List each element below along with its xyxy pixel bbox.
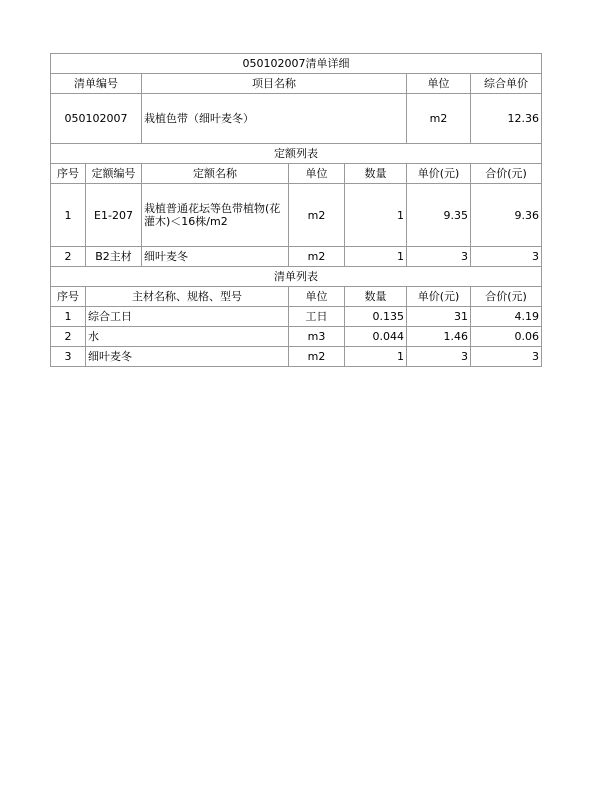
quota-unit: m2 [289,184,345,247]
quota-code: E1-207 [86,184,142,247]
sheet-title: 050102007清单详细 [51,54,542,74]
list-price: 1.46 [407,327,471,347]
list-header-row [51,287,542,307]
list-qty: 0.044 [345,327,407,347]
quota-total-header: 合价(元) [471,164,542,184]
list-row [51,347,542,367]
list-name: 细叶麦冬 [86,347,289,367]
list-seq-header: 序号 [51,287,86,307]
quota-section-row [51,144,542,164]
list-qty: 1 [345,347,407,367]
list-name-header: 主材名称、规格、型号 [86,287,289,307]
title-row [51,54,542,74]
quota-seq-header: 序号 [51,164,86,184]
list-qty-header: 数量 [345,287,407,307]
quota-code-header: 定额编号 [86,164,142,184]
quota-header-row [51,164,542,184]
quota-total: 9.36 [471,184,542,247]
quota-total: 3 [471,247,542,267]
quota-name: 栽植普通花坛等色带植物(花灌木)＜16株/m2 [142,184,289,247]
bill-code: 050102007 [51,94,142,144]
quota-row [51,184,542,247]
bill-header-row [51,74,542,94]
quota-qty-header: 数量 [345,164,407,184]
quota-seq: 1 [51,184,86,247]
list-unit: m2 [289,347,345,367]
list-name: 综合工日 [86,307,289,327]
quota-price: 3 [407,247,471,267]
list-unit-header: 单位 [289,287,345,307]
quota-price: 9.35 [407,184,471,247]
list-section-title: 清单列表 [51,267,542,287]
list-row [51,327,542,347]
bill-code-header: 清单编号 [51,74,142,94]
list-total-header: 合价(元) [471,287,542,307]
quota-seq: 2 [51,247,86,267]
list-section-row [51,267,542,287]
list-unit: m3 [289,327,345,347]
list-qty: 0.135 [345,307,407,327]
bill-detail-table [50,53,542,367]
list-row [51,307,542,327]
bill-unit-price: 12.36 [471,94,542,144]
quota-section-title: 定额列表 [51,144,542,164]
quota-qty: 1 [345,247,407,267]
list-seq: 1 [51,307,86,327]
list-total: 0.06 [471,327,542,347]
bill-unit: m2 [407,94,471,144]
quota-name-header: 定额名称 [142,164,289,184]
list-price: 3 [407,347,471,367]
quota-name: 细叶麦冬 [142,247,289,267]
list-seq: 2 [51,327,86,347]
quota-code: B2主材 [86,247,142,267]
list-total: 3 [471,347,542,367]
list-name: 水 [86,327,289,347]
quota-price-header: 单价(元) [407,164,471,184]
bill-unit-price-header: 综合单价 [471,74,542,94]
list-price-header: 单价(元) [407,287,471,307]
list-unit: 工日 [289,307,345,327]
quota-unit: m2 [289,247,345,267]
quota-qty: 1 [345,184,407,247]
quota-unit-header: 单位 [289,164,345,184]
bill-name-header: 项目名称 [142,74,407,94]
list-price: 31 [407,307,471,327]
bill-row [51,94,542,144]
list-seq: 3 [51,347,86,367]
quota-row [51,247,542,267]
bill-name: 栽植色带（细叶麦冬） [142,94,407,144]
bill-unit-header: 单位 [407,74,471,94]
list-total: 4.19 [471,307,542,327]
